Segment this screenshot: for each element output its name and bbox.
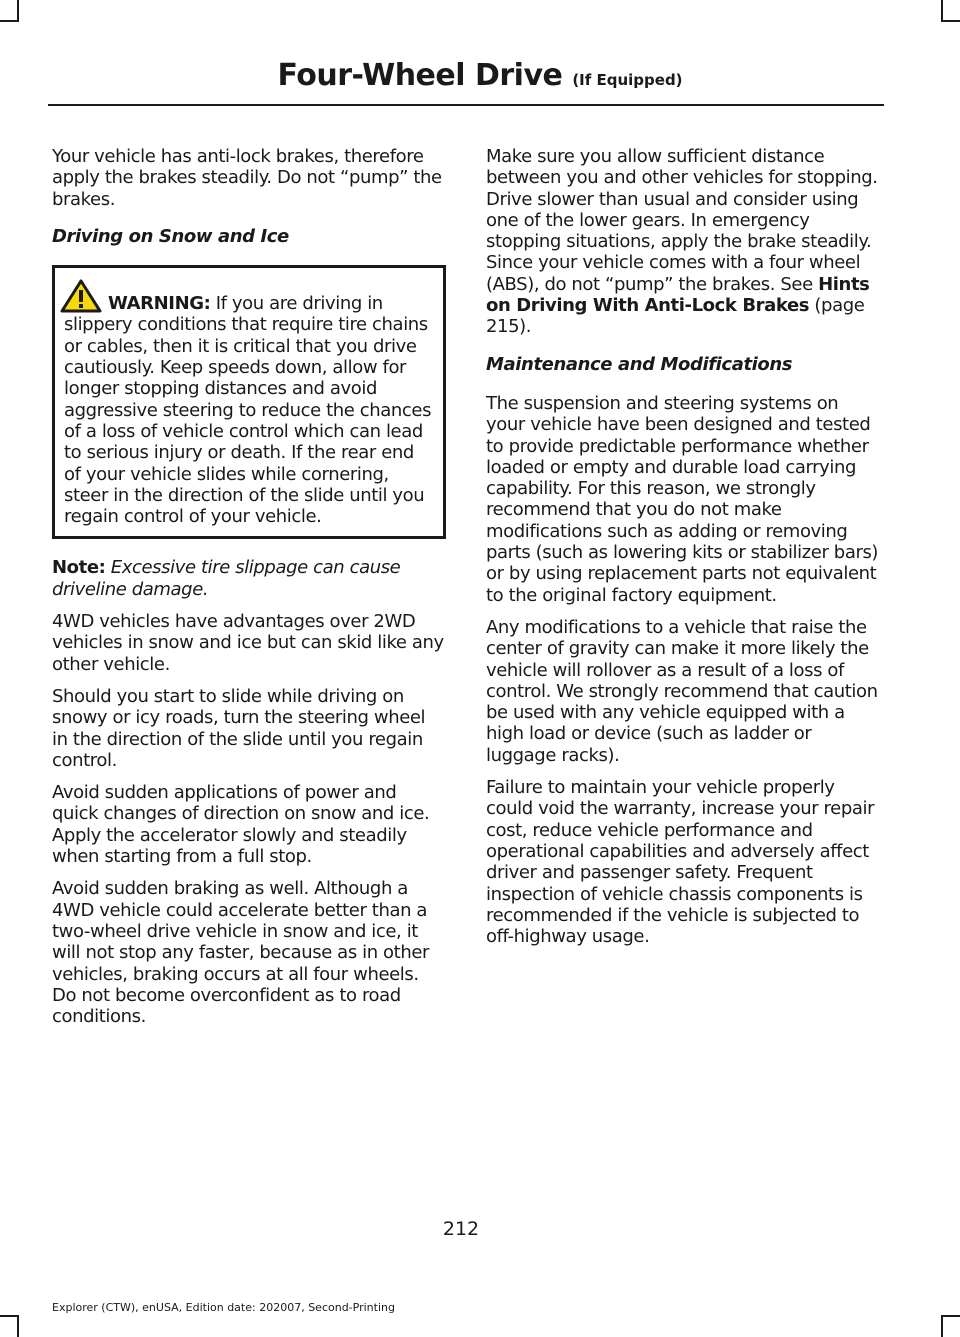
paragraph-text: Make sure you allow sufficient distance between you and other vehicles for stopping. Drive slower than usual and consider using one of the lower gears. In emergency stopping situations, apply the brake steadily. Since your vehicle comes with a four wheel (ABS), do not “pump” the brakes. See bbox=[486, 146, 878, 295]
paragraph: Should you start to slide while driving on snowy or icy roads, turn the steering wheel in the direction of the slide until you regain control. bbox=[52, 685, 426, 771]
right-column bbox=[486, 146, 880, 958]
subheading: Driving on Snow and Ice bbox=[52, 225, 289, 247]
crop-mark bbox=[0, 1315, 19, 1317]
header-rule bbox=[48, 104, 884, 106]
warning-text: If you are driving in slippery conditions that require tire chains or cables, then it is critical that you drive cautiously. Keep speeds down, allow for longer stopping distances and avoid aggressive steering to reduce the chances of a loss of vehicle control which can lead to serious injury or death. If the rear end of your vehicle slides while cornering, steer in the direction of the slide until you regain control of your vehicle. bbox=[64, 293, 432, 528]
left-column bbox=[52, 146, 446, 1038]
crop-mark bbox=[0, 20, 19, 22]
crop-mark bbox=[17, 1315, 19, 1337]
title-suffix: (If Equipped) bbox=[572, 71, 683, 89]
note-label: Note: bbox=[52, 557, 106, 579]
paragraph: Failure to maintain your vehicle properly could void the warranty, increase your repair cost, reduce vehicle performance and operational capabilities and adversely affect driver and passenger safety. Frequent inspection of vehicle chassis components is recommended if the vehicle is subjected to off-highway usage. bbox=[486, 777, 875, 948]
cross-reference-link[interactable]: Hints on Driving With Anti-Lock Brakes bbox=[486, 273, 870, 317]
paragraph: Avoid sudden braking as well. Although a 4WD vehicle could accelerate better than a two-wheel drive vehicle in snow and ice, it will not stop any faster, because as in other vehicles, braking occurs at all four wheels. Do not become overconfident as to road conditions. bbox=[52, 878, 429, 1028]
subheading: Maintenance and Modifications bbox=[486, 353, 793, 375]
paragraph: Avoid sudden applications of power and quick changes of direction on snow and ice. Apply the accelerator slowly and steadily when starting from a full stop. bbox=[52, 782, 430, 868]
page-reference: (page 215). bbox=[486, 295, 865, 338]
crop-mark bbox=[17, 0, 19, 22]
paragraph bbox=[486, 146, 880, 338]
warning-triangle-icon bbox=[60, 279, 102, 313]
paragraph: Your vehicle has anti-lock brakes, therefore apply the brakes steadily. Do not “pump” the brakes. bbox=[52, 146, 442, 210]
paragraph: The suspension and steering systems on your vehicle have been designed and tested to provide predictable performance whether loaded or empty and durable load carrying capability. For this reason, we strongly recommend that you do not make modifications such as adding or removing parts (such as lowering kits or stabilizer bars) or by using replacement parts not equivalent to the original factory equipment. bbox=[486, 392, 879, 606]
paragraph: 4WD vehicles have advantages over 2WD vehicles in snow and ice but can skid like any other vehicle. bbox=[52, 611, 444, 675]
crop-mark bbox=[941, 1315, 943, 1337]
note bbox=[52, 557, 446, 600]
crop-mark bbox=[941, 1315, 960, 1317]
paragraph: Any modifications to a vehicle that raise the center of gravity can make it more likely the vehicle will rollover as a result of a loss of control. We strongly recommend that caution be used with any vehicle equipped with a high load or device (such as ladder or luggage racks). bbox=[486, 616, 878, 766]
warning-label: WARNING: bbox=[108, 293, 211, 315]
page-number: 212 bbox=[442, 1218, 480, 1240]
crop-mark bbox=[941, 0, 943, 22]
note-text: Excessive tire slippage can cause driveline damage. bbox=[52, 557, 401, 600]
crop-mark bbox=[941, 20, 960, 22]
footer-edition: Explorer (CTW), enUSA, Edition date: 202007, Second-Printing bbox=[52, 1301, 395, 1314]
warning-box bbox=[52, 265, 446, 539]
page-title bbox=[0, 56, 960, 100]
title-main: Four-Wheel Drive bbox=[277, 58, 563, 93]
